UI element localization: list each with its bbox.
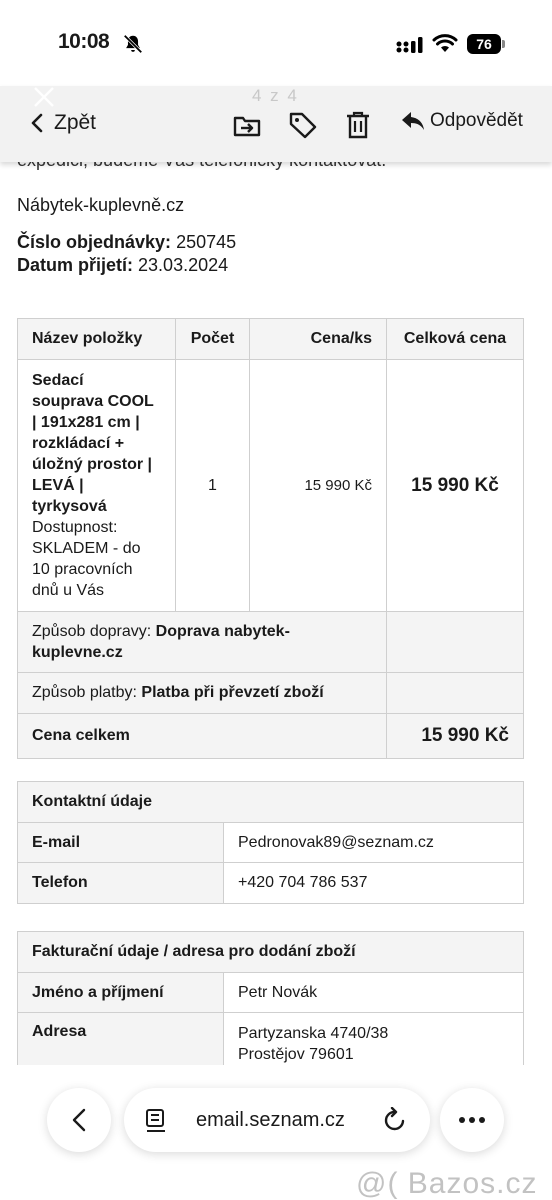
name-row bbox=[18, 973, 524, 1013]
reader-mode-icon[interactable] bbox=[144, 1108, 168, 1134]
order-table-header bbox=[18, 319, 524, 360]
browser-back-button[interactable] bbox=[47, 1088, 111, 1152]
item-name-line: tyrkysová bbox=[32, 498, 107, 515]
chevron-left-icon bbox=[30, 112, 44, 134]
url-text[interactable]: email.seznam.cz bbox=[196, 1109, 345, 1131]
back-button[interactable] bbox=[30, 111, 96, 135]
order-number-line bbox=[17, 232, 236, 253]
reload-icon[interactable] bbox=[382, 1107, 408, 1133]
contact-title-row bbox=[18, 782, 524, 823]
phone-row bbox=[18, 863, 524, 904]
total-row bbox=[18, 714, 524, 759]
item-name-line: souprava COOL bbox=[32, 393, 154, 410]
billing-table bbox=[17, 931, 524, 1065]
item-name-cell bbox=[18, 360, 176, 612]
battery-level: 76 bbox=[476, 36, 492, 52]
order-table bbox=[17, 318, 524, 759]
address-label: Adresa bbox=[18, 1013, 224, 1066]
item-total-price: 15 990 Kč bbox=[387, 360, 524, 612]
email-label: E-mail bbox=[18, 823, 224, 863]
email-content[interactable] bbox=[0, 140, 552, 1065]
status-bar bbox=[0, 0, 552, 86]
order-date-label: Datum přijetí: bbox=[17, 255, 134, 275]
order-date-line bbox=[17, 255, 228, 276]
move-to-folder-icon[interactable] bbox=[232, 110, 262, 140]
billing-title: Fakturační údaje / adresa pro dodání zboží bbox=[18, 932, 524, 973]
item-unit-price: 15 990 Kč bbox=[250, 360, 387, 612]
address-bar[interactable] bbox=[124, 1088, 430, 1152]
availability-line: dnů u Vás bbox=[32, 582, 105, 599]
mail-toolbar bbox=[0, 86, 552, 162]
shipping-label: Způsob dopravy: bbox=[32, 623, 152, 640]
header-item-name: Název položky bbox=[18, 319, 176, 360]
reply-label: Odpovědět bbox=[430, 110, 523, 131]
item-name-line: LEVÁ | bbox=[32, 477, 84, 494]
address-row bbox=[18, 1013, 524, 1066]
order-number-value: 250745 bbox=[176, 232, 237, 252]
watermark: @( Bazos.cz bbox=[356, 1167, 538, 1200]
header-unit-price: Cena/ks bbox=[250, 319, 387, 360]
shop-name: Nábytek-kuplevně.cz bbox=[17, 195, 185, 215]
total-label: Cena celkem bbox=[18, 714, 387, 759]
shipping-value-part: kuplevne.cz bbox=[32, 644, 123, 661]
item-availability bbox=[32, 517, 161, 601]
name-label: Jméno a příjmení bbox=[18, 973, 224, 1013]
email-value[interactable]: Pedronovak89@seznam.cz bbox=[224, 823, 524, 863]
tag-icon[interactable] bbox=[288, 110, 318, 140]
email-row bbox=[18, 823, 524, 863]
item-name-line: úložný prostor | bbox=[32, 456, 153, 473]
shipping-empty-cell bbox=[387, 612, 524, 673]
bell-muted-icon bbox=[122, 33, 144, 55]
availability-line: Dostupnost: bbox=[32, 519, 118, 536]
payment-cell bbox=[18, 673, 387, 714]
payment-label: Způsob platby: bbox=[32, 684, 137, 701]
shipping-cell bbox=[18, 612, 387, 673]
chevron-left-icon bbox=[71, 1107, 87, 1133]
name-value: Petr Novák bbox=[224, 973, 524, 1013]
item-quantity: 1 bbox=[176, 360, 250, 612]
billing-title-row bbox=[18, 932, 524, 973]
item-name-line: Sedací bbox=[32, 372, 84, 389]
header-quantity: Počet bbox=[176, 319, 250, 360]
payment-empty-cell bbox=[387, 673, 524, 714]
payment-value: Platba při převzetí zboží bbox=[141, 684, 324, 701]
contact-table bbox=[17, 781, 524, 904]
phone-value[interactable]: +420 704 786 537 bbox=[224, 863, 524, 904]
message-pager: 4 z 4 bbox=[252, 86, 299, 105]
phone-label: Telefon bbox=[18, 863, 224, 904]
ellipsis-icon bbox=[458, 1116, 486, 1124]
reply-arrow-icon bbox=[400, 110, 426, 132]
status-time: 10:08 bbox=[58, 30, 110, 53]
close-icon[interactable] bbox=[32, 86, 56, 110]
cellular-signal-icon bbox=[395, 36, 423, 54]
availability-line: 10 pracovních bbox=[32, 561, 133, 578]
availability-line: SKLADEM - do bbox=[32, 540, 141, 557]
order-date-value: 23.03.2024 bbox=[138, 255, 229, 275]
trash-icon[interactable] bbox=[343, 110, 373, 140]
back-label: Zpět bbox=[54, 111, 97, 134]
more-options-button[interactable] bbox=[440, 1088, 504, 1152]
item-name-line: rozkládací + bbox=[32, 435, 125, 452]
order-item-row bbox=[18, 360, 524, 612]
item-name bbox=[32, 370, 161, 517]
address-line: Partyzanska 4740/38 bbox=[238, 1025, 389, 1042]
wifi-icon bbox=[432, 33, 458, 53]
order-number-label: Číslo objednávky: bbox=[17, 232, 172, 252]
contact-title: Kontaktní údaje bbox=[18, 782, 524, 823]
address-line: Prostějov 79601 bbox=[238, 1046, 354, 1063]
shipping-value-part: Doprava nabytek- bbox=[155, 623, 290, 640]
total-value: 15 990 Kč bbox=[387, 714, 524, 759]
payment-row bbox=[18, 673, 524, 714]
header-total-price: Celková cena bbox=[387, 319, 524, 360]
browser-bottom-bar bbox=[0, 1065, 552, 1200]
shipping-row bbox=[18, 612, 524, 673]
address-value bbox=[224, 1013, 524, 1066]
item-name-line: | 191x281 cm | bbox=[32, 414, 140, 431]
reply-button[interactable] bbox=[400, 110, 523, 132]
battery-icon bbox=[467, 34, 505, 54]
